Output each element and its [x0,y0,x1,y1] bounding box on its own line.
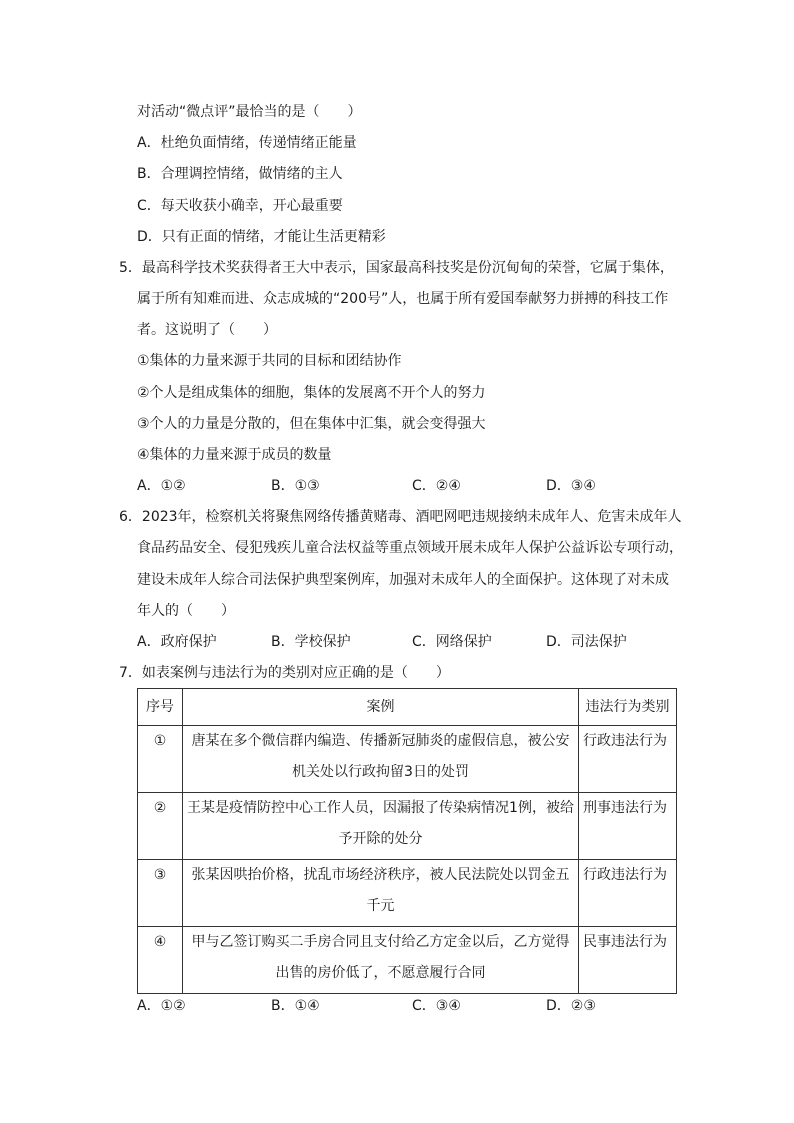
q5-stem-line-2: 属于所有知难而进、众志成城的“200号”人，也属于所有爱国奉献努力拼搏的科技工作 [137,291,669,307]
q7-case-table [137,688,677,994]
q5-stem-line-3: 者。这说明了（ ） [137,322,277,338]
q6-stem-line-4: 年人的（ ） [137,603,235,619]
row-number: ① [138,726,183,793]
q5-option-c[interactable]: C．②④ [412,478,461,494]
row-type: 民事违法行为 [579,927,677,994]
q7-stem: 7．如表案例与违法行为的类别对应正确的是（ ） [119,665,450,681]
q4-stem: 对活动“微点评”最恰当的是（ ） [137,104,362,120]
q6-option-c[interactable]: C．网络保护 [412,634,492,650]
q4-option-c[interactable]: C．每天收获小确幸，开心最重要 [137,198,343,214]
row-type: 行政违法行为 [579,860,677,927]
header-type: 违法行为类别 [579,689,677,726]
q6-option-a[interactable]: A．政府保护 [137,634,217,650]
q5-statement-2: ②个人是组成集体的细胞，集体的发展离不开个人的努力 [137,385,486,401]
table-row [138,927,677,994]
row-number: ④ [138,927,183,994]
table-row [138,726,677,793]
header-case: 案例 [183,689,579,726]
q5-statement-3: ③个人的力量是分散的，但在集体中汇集，就会变得强大 [137,416,486,432]
q5-statement-1: ①集体的力量来源于共同的目标和团结协作 [137,353,402,369]
q7-option-d[interactable]: D．②③ [546,998,596,1014]
q7-option-a[interactable]: A．①② [137,998,186,1014]
q6-option-d[interactable]: D．司法保护 [546,634,627,650]
q4-option-d[interactable]: D．只有正面的情绪，才能让生活更精彩 [137,229,386,245]
q6-stem-line-1: 6．2023年，检察机关将聚焦网络传播黄赌毒、酒吧网吧违规接纳未成年人、危害未成年人 [119,509,682,525]
header-number: 序号 [138,689,183,726]
q5-stem-line-1: 5．最高科学技术奖获得者王大中表示，国家最高科技奖是份沉甸甸的荣誉，它属于集体， [119,260,674,276]
row-case: 唐某在多个微信群内编造、传播新冠肺炎的虚假信息，被公安机关处以行政拘留3日的处罚 [183,726,579,793]
row-number: ② [138,793,183,860]
q5-option-d[interactable]: D．③④ [546,478,596,494]
q7-option-c[interactable]: C．③④ [412,998,461,1014]
q7-option-b[interactable]: B．①④ [271,998,320,1014]
row-type: 刑事违法行为 [579,793,677,860]
row-case: 王某是疫情防控中心工作人员，因漏报了传染病情况1例，被给予开除的处分 [183,793,579,860]
q4-option-a[interactable]: A．杜绝负面情绪，传递情绪正能量 [137,135,357,151]
q4-option-b[interactable]: B．合理调控情绪，做情绪的主人 [137,166,343,182]
table-row [138,793,677,860]
row-number: ③ [138,860,183,927]
q6-stem-line-3: 建设未成年人综合司法保护典型案例库，加强对未成年人的全面保护。这体现了对未成 [137,572,669,588]
table-row [138,860,677,927]
q5-statement-4: ④集体的力量来源于成员的数量 [137,447,332,463]
row-case: 张某因哄抬价格，扰乱市场经济秩序，被人民法院处以罚金五千元 [183,860,579,927]
table-header-row [138,689,677,726]
row-type: 行政违法行为 [579,726,677,793]
row-case: 甲与乙签订购买二手房合同且支付给乙方定金以后，乙方觉得出售的房价低了，不愿意履行合同 [183,927,579,994]
q5-option-a[interactable]: A．①② [137,478,186,494]
q6-option-b[interactable]: B．学校保护 [271,634,351,650]
q5-option-b[interactable]: B．①③ [271,478,320,494]
q6-stem-line-2: 食品药品安全、侵犯残疾儿童合法权益等重点领域开展未成年人保护公益诉讼专项行动， [137,540,683,556]
